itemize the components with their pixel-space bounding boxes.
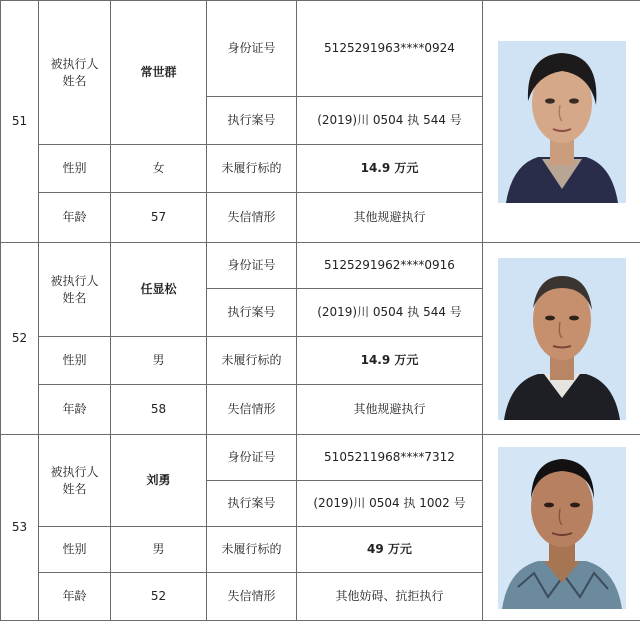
circumstance-value: 其他规避执行	[297, 193, 483, 243]
case-number-label: 执行案号	[207, 97, 297, 145]
id-number-label: 身份证号	[207, 435, 297, 481]
circumstance-value: 其他妨碍、抗拒执行	[297, 573, 483, 621]
circumstance-label: 失信情形	[207, 573, 297, 621]
age-label: 年龄	[39, 573, 111, 621]
record-number: 53	[1, 435, 39, 621]
debtor-photo-male	[498, 258, 626, 420]
gender-label: 性别	[39, 337, 111, 385]
name-label: 被执行人 姓名	[39, 1, 111, 145]
case-number-value: (2019)川 0504 执 544 号	[297, 97, 483, 145]
id-number-value: 5105211968****7312	[297, 435, 483, 481]
id-number-label: 身份证号	[207, 1, 297, 97]
age-value: 52	[111, 573, 207, 621]
name-label: 被执行人 姓名	[39, 435, 111, 527]
id-number-value: 5125291962****0916	[297, 243, 483, 289]
circumstance-label: 失信情形	[207, 385, 297, 435]
debtor-photo-male	[498, 447, 626, 609]
name-label: 被执行人 姓名	[39, 243, 111, 337]
amount-label: 未履行标的	[207, 337, 297, 385]
debtor-photo-cell	[483, 435, 640, 621]
gender-label: 性别	[39, 527, 111, 573]
debtor-photo-female	[498, 41, 626, 203]
amount-value: 14.9 万元	[297, 145, 483, 193]
age-value: 57	[111, 193, 207, 243]
amount-label: 未履行标的	[207, 527, 297, 573]
id-number-value: 5125291963****0924	[297, 1, 483, 97]
record-number: 52	[1, 243, 39, 435]
age-label: 年龄	[39, 193, 111, 243]
gender-value: 女	[111, 145, 207, 193]
amount-value: 49 万元	[297, 527, 483, 573]
gender-value: 男	[111, 527, 207, 573]
gender-label: 性别	[39, 145, 111, 193]
amount-value: 14.9 万元	[297, 337, 483, 385]
circumstance-label: 失信情形	[207, 193, 297, 243]
case-number-label: 执行案号	[207, 481, 297, 527]
circumstance-value: 其他规避执行	[297, 385, 483, 435]
record-number: 51	[1, 1, 39, 243]
gender-value: 男	[111, 337, 207, 385]
debtor-name: 刘勇	[111, 435, 207, 527]
age-value: 58	[111, 385, 207, 435]
debtor-name: 任显松	[111, 243, 207, 337]
age-label: 年龄	[39, 385, 111, 435]
debtor-photo-cell	[483, 243, 640, 435]
case-number-label: 执行案号	[207, 289, 297, 337]
debtor-name: 常世群	[111, 1, 207, 145]
amount-label: 未履行标的	[207, 145, 297, 193]
id-number-label: 身份证号	[207, 243, 297, 289]
case-number-value: (2019)川 0504 执 544 号	[297, 289, 483, 337]
debtor-photo-cell	[483, 1, 640, 243]
case-number-value: (2019)川 0504 执 1002 号	[297, 481, 483, 527]
